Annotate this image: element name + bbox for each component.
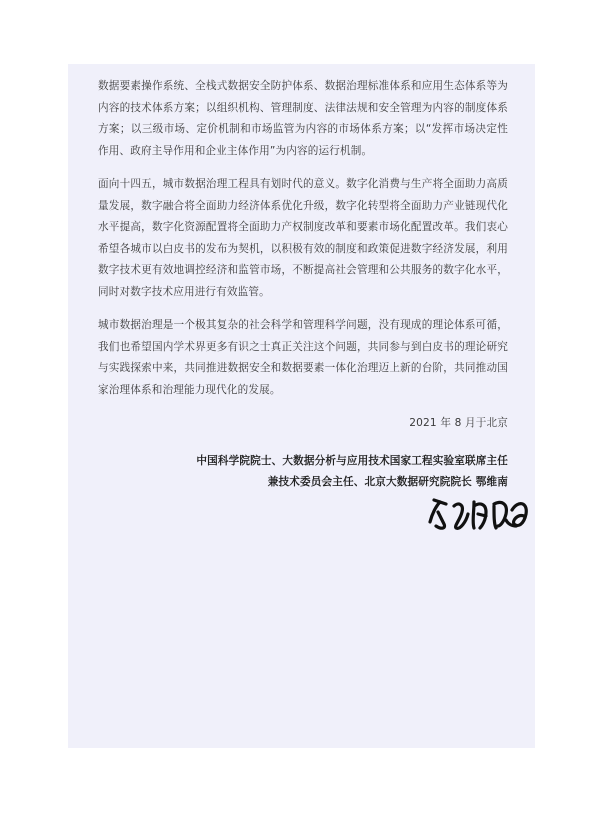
document-body — [98, 76, 508, 493]
signatory-title-line-2: 兼技术委员会主任、北京大数据研究院院长 鄂维南 — [267, 475, 508, 488]
signatory-title-line-1: 中国科学院院士、大数据分析与应用技术国家工程实验室联席主任 — [196, 454, 508, 467]
date-line: 2021 年 8 月于北京 — [409, 417, 508, 429]
paragraph-2: 面向十四五，城市数据治理工程具有划时代的意义。数字化消费与生产将全面助力高质量发展，数字融合将全面助力经济体系优化升级，数字化转型将全面助力产业链现代化水平提高，数字化资源配置将全面助力产权制度改革和要素市场化配置改革。我们衷心希望各城市以白皮书的发布为契机，以积极有效的制度和政策促进数字经济发展，利用数字技术更有效地调控经济和监管市场，不断提高社会管理和公共服务的数字化水平，同时对数字技术应用进行有效监管。 — [98, 178, 508, 298]
paragraph-1: 数据要素操作系统、全栈式数据安全防护体系、数据治理标准体系和应用生态体系等为内容的技术体系方案；以组织机构、管理制度、法律法规和安全管理为内容的制度体系方案；以三级市场、定价机制和市场监管为内容的市场体系方案；以“发挥市场决定性作用、政府主导作用和企业主体作用”为内容的运行机制。 — [98, 80, 508, 157]
paragraph-3: 城市数据治理是一个极其复杂的社会科学和管理科学问题，没有现成的理论体系可循，我们也希望国内学术界更多有识之士真正关注这个问题，共同参与到白皮书的理论研究与实践探索中来，共同推进数据安全和数据要素一体化治理迈上新的台阶，共同推动国家治理体系和治理能力现代化的发展。 — [98, 319, 508, 396]
document-page — [68, 64, 535, 748]
handwritten-signature-icon — [424, 492, 534, 534]
